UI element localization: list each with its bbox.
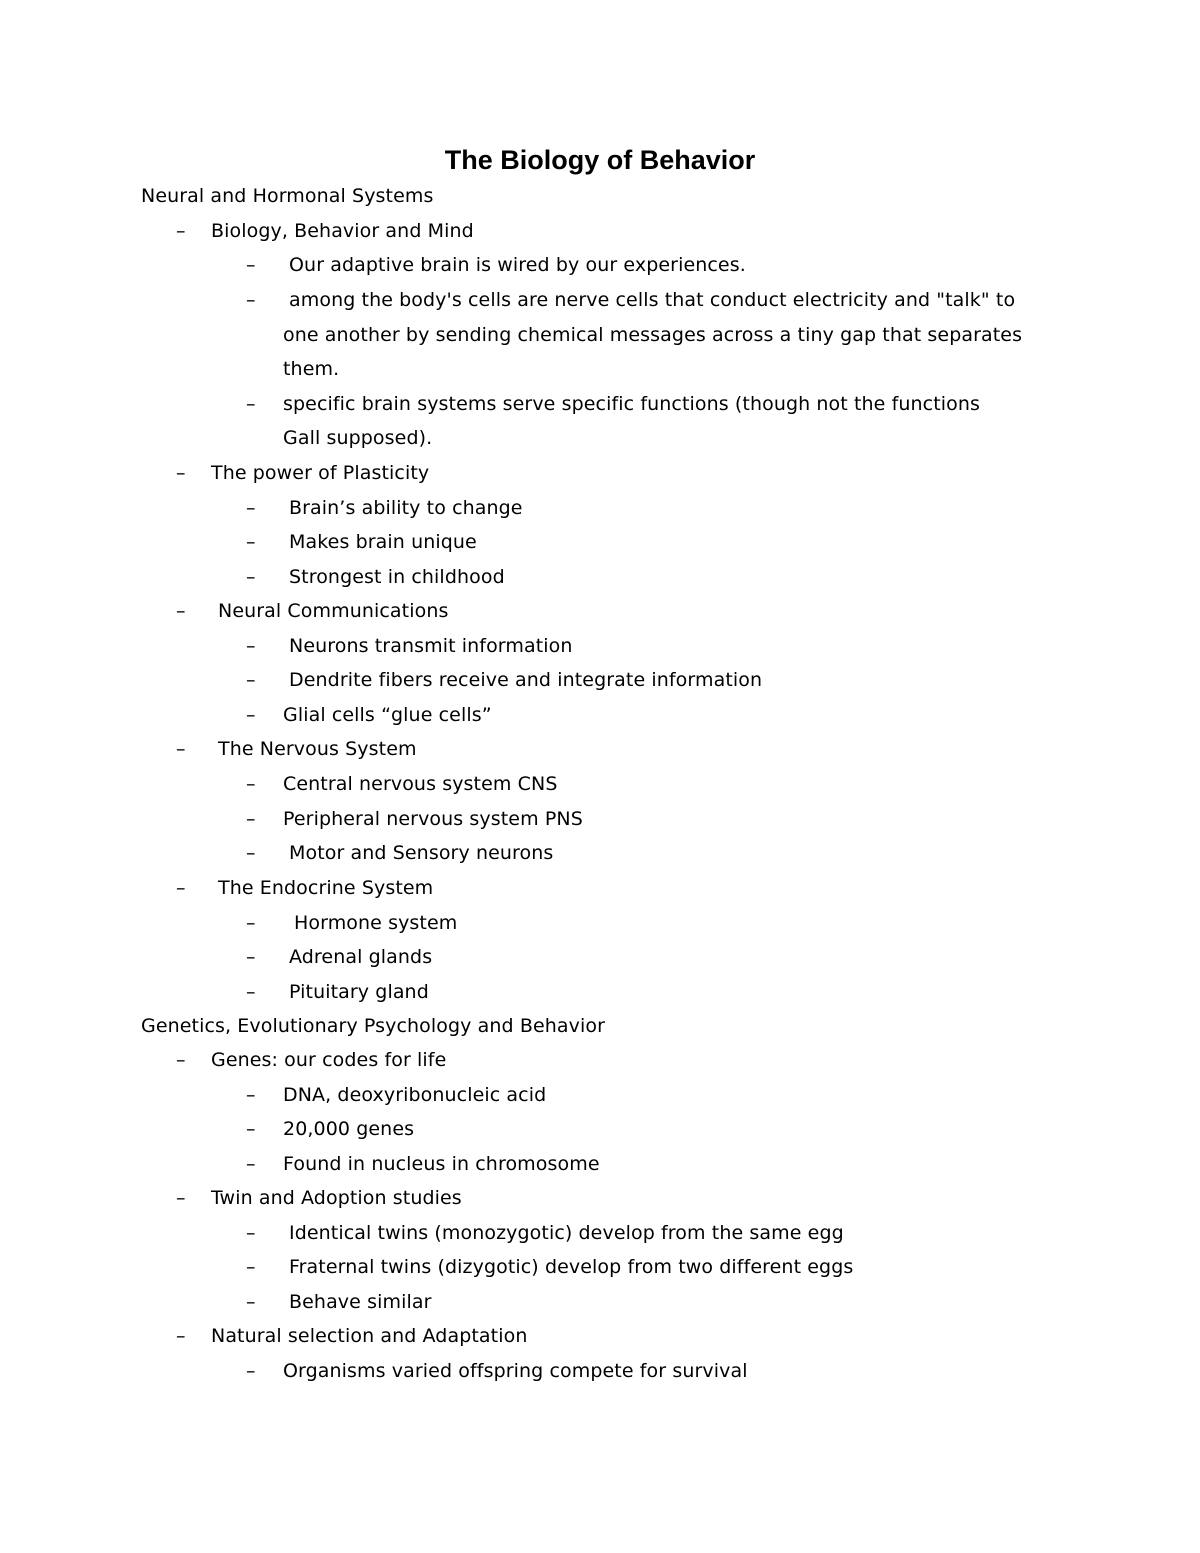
bullet-dash: –	[176, 1049, 186, 1071]
outline-item: Biology, Behavior and Mind	[211, 220, 474, 242]
section-heading: Neural and Hormonal Systems	[141, 185, 434, 207]
bullet-dash: –	[246, 1084, 256, 1106]
bullet-dash: –	[176, 877, 186, 899]
outline-item: Natural selection and Adaptation	[211, 1325, 528, 1347]
outline-item: Adrenal glands	[289, 946, 433, 968]
bullet-dash: –	[176, 220, 186, 242]
bullet-dash: –	[246, 773, 256, 795]
bullet-dash: –	[246, 393, 256, 415]
bullet-dash: –	[176, 738, 186, 760]
document-title: The Biology of Behavior	[444, 145, 756, 175]
bullet-dash: –	[246, 497, 256, 519]
outline-item: Twin and Adoption studies	[211, 1187, 462, 1209]
bullet-dash: –	[246, 566, 256, 588]
bullet-dash: –	[176, 462, 186, 484]
outline-item: Dendrite fibers receive and integrate information	[289, 669, 763, 691]
bullet-dash: –	[176, 1325, 186, 1347]
bullet-dash: –	[246, 1256, 256, 1278]
bullet-dash: –	[246, 1222, 256, 1244]
outline-item: Genes: our codes for life	[211, 1049, 447, 1071]
outline-item: The Endocrine System	[218, 877, 434, 899]
bullet-dash: –	[246, 981, 256, 1003]
outline-item: Makes brain unique	[289, 531, 477, 553]
bullet-dash: –	[246, 842, 256, 864]
bullet-dash: –	[246, 808, 256, 830]
outline-item: one another by sending chemical messages across a tiny gap that separates	[283, 324, 1023, 346]
bullet-dash: –	[246, 289, 256, 311]
bullet-dash: –	[176, 600, 186, 622]
outline-item: Glial cells “glue cells”	[283, 704, 492, 726]
outline-item: Organisms varied offspring compete for survival	[283, 1360, 748, 1382]
outline-item: Neural Communications	[218, 600, 449, 622]
outline-item: Central nervous system CNS	[283, 773, 558, 795]
bullet-dash: –	[246, 704, 256, 726]
outline-item: The Nervous System	[218, 738, 417, 760]
bullet-dash: –	[246, 531, 256, 553]
bullet-dash: –	[246, 912, 256, 934]
bullet-dash: –	[246, 1360, 256, 1382]
outline-item: specific brain systems serve specific functions (though not the functions	[283, 393, 980, 415]
outline-item: Motor and Sensory neurons	[289, 842, 554, 864]
section-heading: Genetics, Evolutionary Psychology and Behavior	[141, 1015, 606, 1037]
outline-item: Brain’s ability to change	[289, 497, 523, 519]
outline-item: Fraternal twins (dizygotic) develop from two different eggs	[289, 1256, 854, 1278]
outline-item: Our adaptive brain is wired by our experiences.	[289, 254, 746, 276]
outline-item: Gall supposed).	[283, 427, 433, 449]
outline-item: Neurons transmit information	[289, 635, 573, 657]
outline-item: The power of Plasticity	[211, 462, 430, 484]
bullet-dash: –	[246, 254, 256, 276]
outline-item: Found in nucleus in chromosome	[283, 1153, 600, 1175]
outline-item: among the body's cells are nerve cells that conduct electricity and "talk" to	[289, 289, 1016, 311]
bullet-dash: –	[246, 1291, 256, 1313]
bullet-dash: –	[246, 946, 256, 968]
outline-item: Hormone system	[294, 912, 458, 934]
outline-item: Strongest in childhood	[289, 566, 505, 588]
bullet-dash: –	[246, 669, 256, 691]
bullet-dash: –	[246, 1118, 256, 1140]
outline-item: Identical twins (monozygotic) develop from the same egg	[289, 1222, 844, 1244]
bullet-dash: –	[176, 1187, 186, 1209]
bullet-dash: –	[246, 1153, 256, 1175]
outline-item: Peripheral nervous system PNS	[283, 808, 583, 830]
bullet-dash: –	[246, 635, 256, 657]
outline-item: DNA, deoxyribonucleic acid	[283, 1084, 547, 1106]
outline-item: Pituitary gland	[289, 981, 429, 1003]
outline-item: 20,000 genes	[283, 1118, 415, 1140]
outline-item: them.	[283, 358, 340, 380]
outline-item: Behave similar	[289, 1291, 432, 1313]
